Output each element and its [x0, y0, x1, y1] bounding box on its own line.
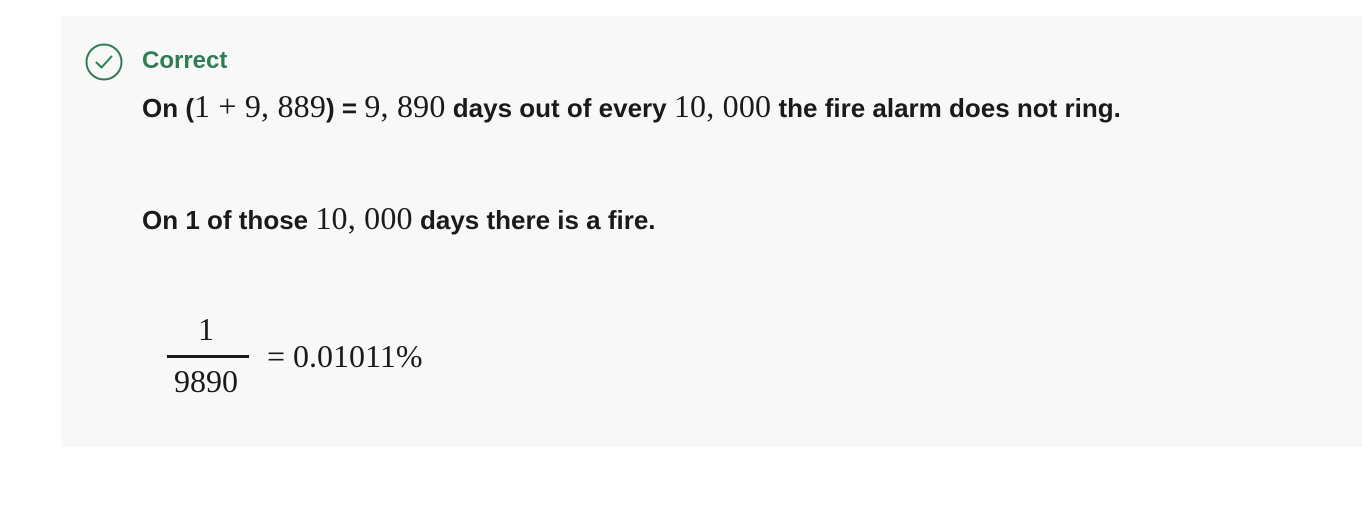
explanation-line-1	[142, 88, 1121, 126]
fraction-numerator: 1	[198, 311, 214, 347]
text-segment: days out of every	[445, 93, 674, 123]
formula-result: = 0.01011%	[267, 338, 423, 374]
math-expression: 10, 000	[315, 200, 413, 236]
fraction-bar	[167, 355, 249, 358]
math-expression: 10, 000	[673, 88, 772, 124]
fraction-denominator: 9890	[174, 363, 238, 399]
text-segment: ) =	[326, 93, 365, 123]
math-expression: 9, 890	[364, 88, 446, 124]
text-segment: On 1 of those	[142, 205, 316, 235]
explanation-line-2	[142, 200, 656, 238]
check-circle-icon	[85, 43, 123, 81]
text-segment: days there is a fire.	[412, 205, 656, 235]
math-expression: 1 + 9, 889	[194, 88, 327, 124]
text-segment: On (	[142, 93, 194, 123]
status-label: Correct	[142, 47, 228, 74]
fraction	[163, 310, 249, 406]
text-segment: the fire alarm does not ring.	[771, 93, 1121, 123]
